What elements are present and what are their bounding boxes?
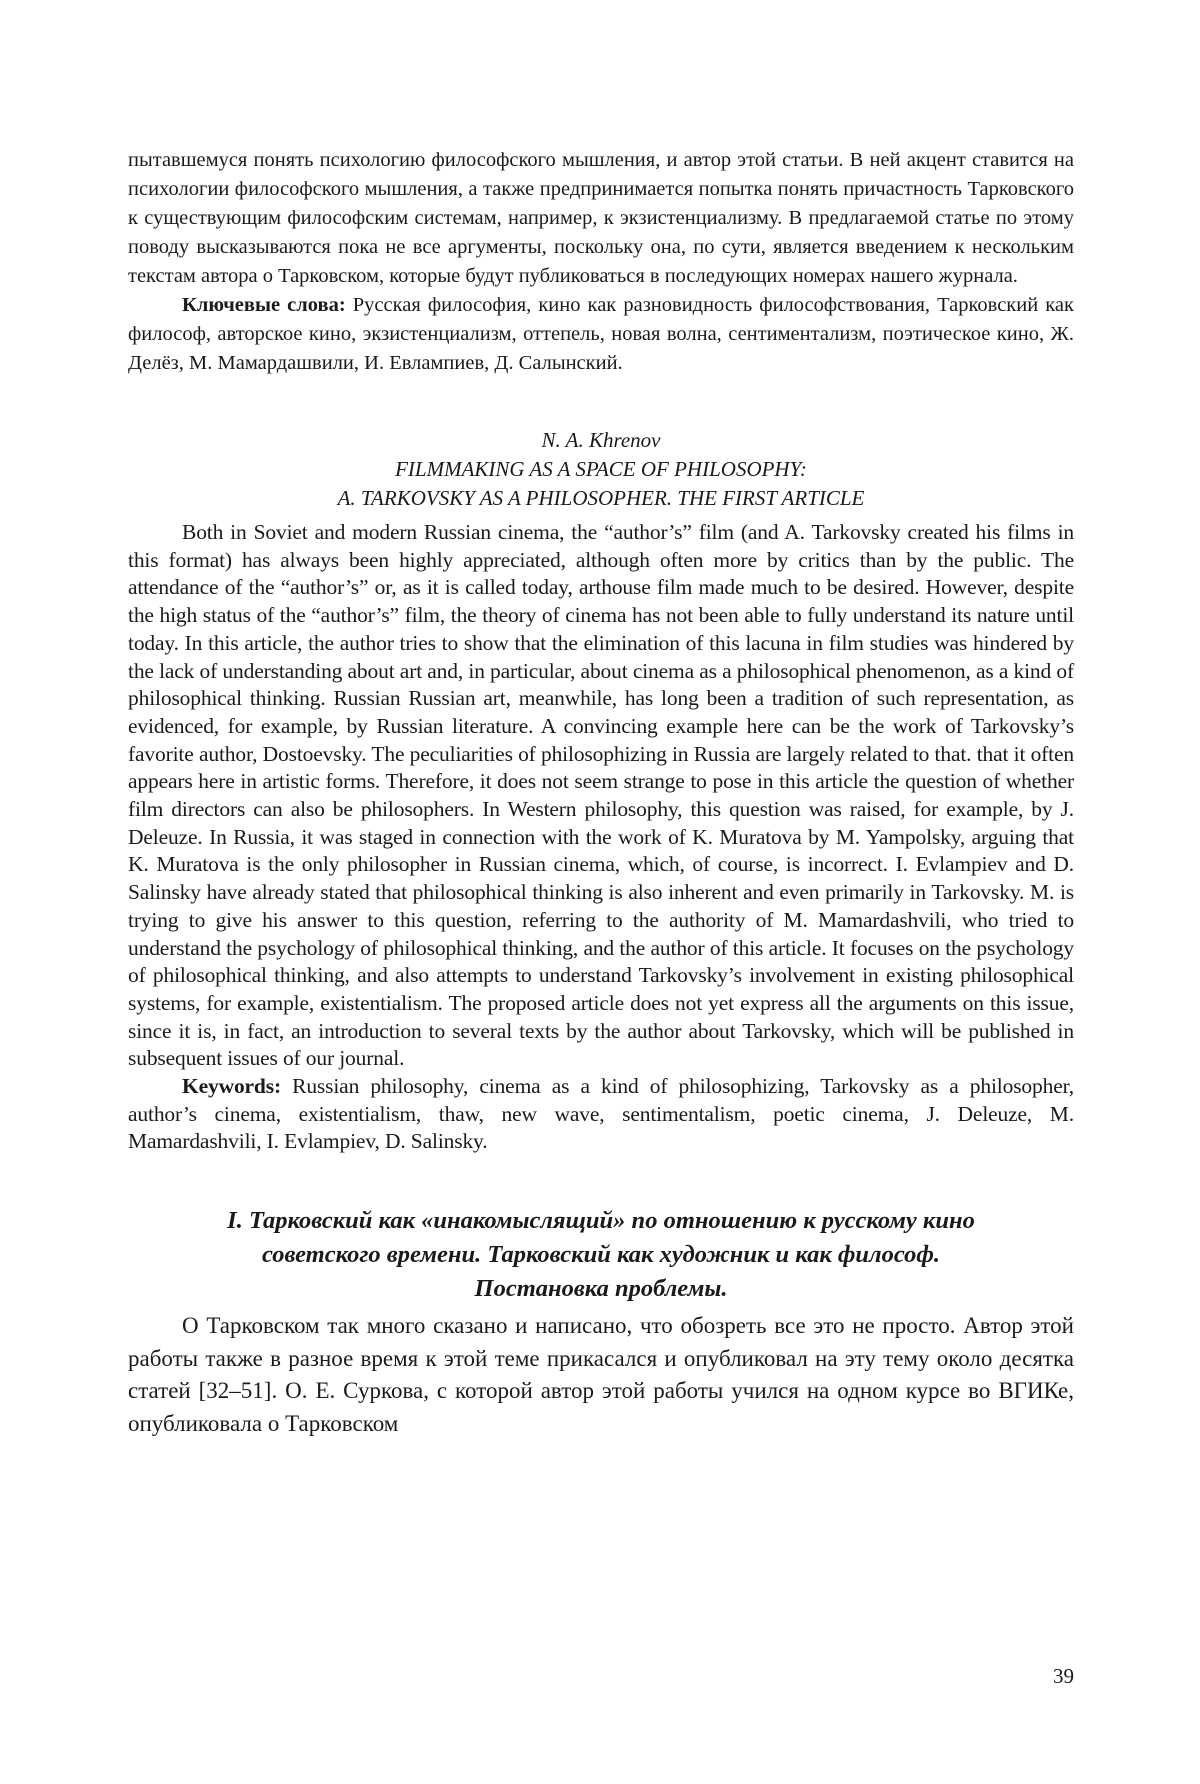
page-content [128, 146, 1074, 1440]
english-article-header [128, 426, 1074, 513]
ru-abstract-continuation: пытавшемуся понять психологию философского мышления, и автор этой статьи. В ней акцент ставится на психологии философского мышления, а также предпринимается попытка понять причастность Тарковского к существующим философским системам, например, к экзистенциализму. В предлагаемой статье по этому поводу высказываются пока не все аргументы, поскольку она, по сути, является введением к нескольким текстам автора о Тарковском, которые будут публиковаться в последующих номерах нашего журнала. [128, 146, 1074, 291]
ru-keywords [128, 291, 1074, 378]
en-keywords-label: Keywords: [182, 1074, 281, 1098]
page-number: 39 [1030, 1664, 1074, 1689]
en-title-line-2: A. TARKOVSKY AS A PHILOSOPHER. THE FIRST ARTICLE [128, 484, 1074, 513]
ru-keywords-label: Ключевые слова: [182, 294, 346, 316]
english-abstract [128, 519, 1074, 1156]
en-keywords [128, 1073, 1074, 1156]
en-author: N. A. Khrenov [128, 426, 1074, 455]
en-abstract-text: Both in Soviet and modern Russian cinema, the “author’s” film (and A. Tarkovsky created his films in this format) has always been highly appreciated, although often more by critics than by the public. The attendance of the “author’s” or, as it is called today, arthouse film made much to be desired. However, despite the high status of the “author’s” film, the theory of cinema has not been able to fully understand its nature until today. In this article, the author tries to show that the elimination of this lacuna in film studies was hindered by the lack of understanding about art and, in particular, about cinema as a philosophical phenomenon, as a kind of philosophical thinking. Russian Russian art, meanwhile, has long been a tradition of such representation, as evidenced, for example, by Russian literature. A convincing example here can be the work of Tarkovsky’s favorite author, Dostoevsky. The peculiarities of philosophizing in Russia are largely related to that. that it often appears here in artistic forms. Therefore, it does not seem strange to pose in this article the question of whether film directors can also be philosophers. In Western philosophy, this question was raised, for example, by J. Deleuze. In Russia, it was staged in connection with the work of K. Muratova by M. Yampolsky, arguing that K. Muratova is the only philosopher in Russian cinema, which, of course, is incorrect. I. Evlampiev and D. Salinsky have already stated that philosophical thinking is also inherent and even primarily in Tarkovsky. M. is trying to give his answer to this question, referring to the authority of M. Mamardashvili, who tried to understand the psychology of philosophical thinking, and the author of this article. It focuses on the psychology of philosophical thinking, and also attempts to understand Tarkovsky’s involvement in existing philosophical systems, for example, existentialism. The proposed article does not yet express all the arguments on this issue, since it is, in fact, an introduction to several texts by the author about Tarkovsky, which will be published in subsequent issues of our journal. [128, 519, 1074, 1073]
en-keywords-text: Russian philosophy, cinema as a kind of philosophizing, Tarkovsky as a philosopher, author’s cinema, existentialism, thaw, new wave, sentimentalism, poetic cinema, J. Deleuze, M. Mamardashvili, I. Evlampiev, D. Salinsky. [128, 1074, 1074, 1153]
en-title-line-1: FILMMAKING AS A SPACE OF PHILOSOPHY: [128, 455, 1074, 484]
section-heading [128, 1204, 1074, 1306]
ru-keywords-text: Русская философия, кино как разновидность философствования, Тарковский как философ, авторское кино, экзистенциализм, оттепель, новая волна, сентиментализм, поэтическое кино, Ж. Делёз, М. Мамардашвили, И. Евлампиев, Д. Салынский. [128, 294, 1074, 374]
section-heading-line-1: I. Тарковский как «инакомыслящий» по отношению к русскому кино [128, 1204, 1074, 1238]
section-paragraph: О Тарковском так много сказано и написано, что обозреть все это не просто. Автор этой работы также в разное время к этой теме прикасался и опубликовал на эту тему около десятка статей [32–51]. О. Е. Суркова, с которой автор этой работы учился на одном курсе во ВГИКе, опубликовала о Тарковском [128, 1310, 1074, 1440]
section-heading-line-2: советского времени. Тарковский как художник и как философ. [128, 1238, 1074, 1272]
section-body [128, 1310, 1074, 1440]
section-heading-line-3: Постановка проблемы. [128, 1272, 1074, 1306]
russian-abstract [128, 146, 1074, 378]
